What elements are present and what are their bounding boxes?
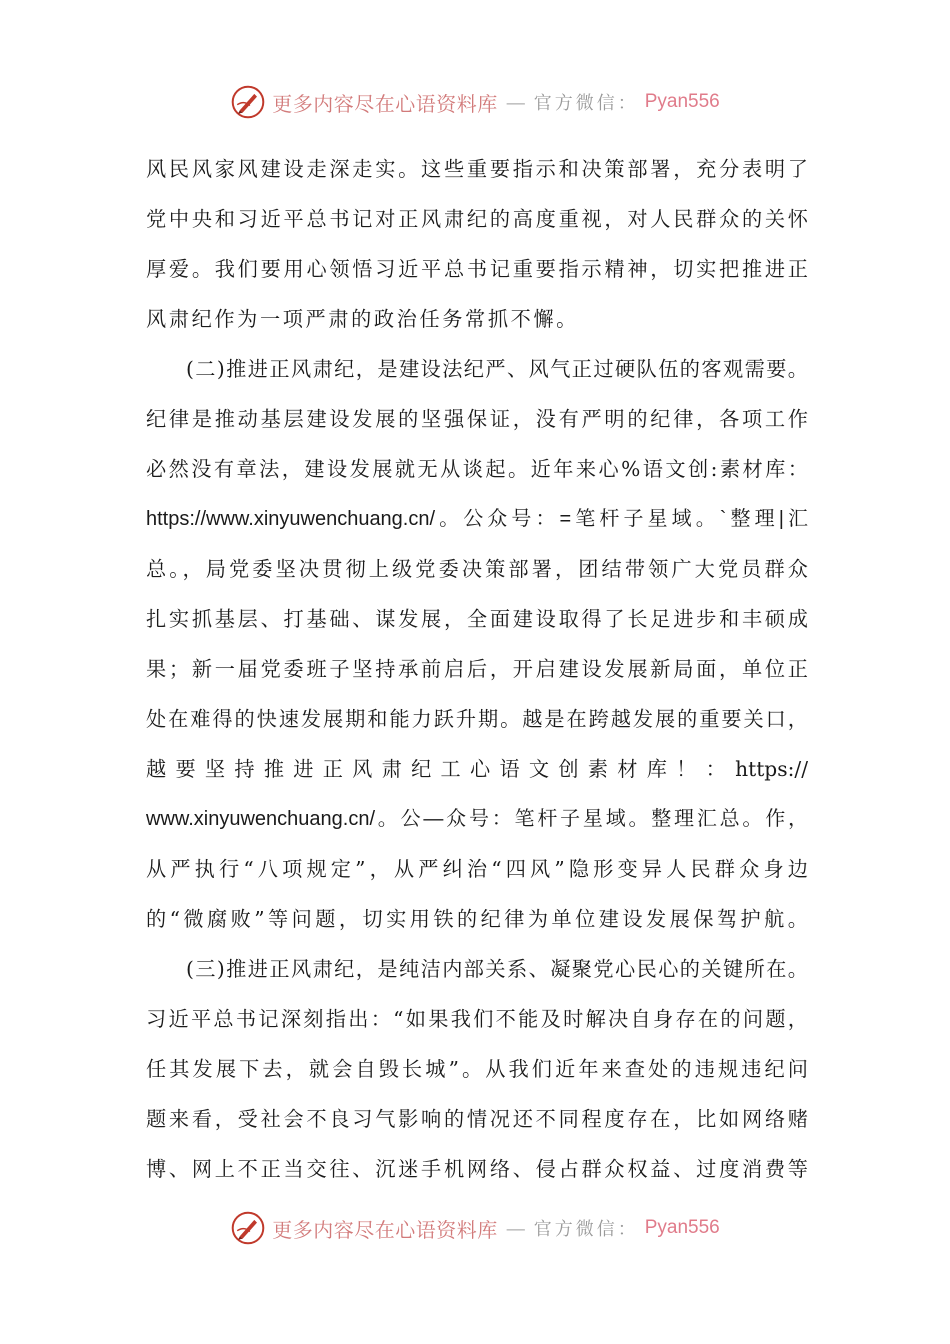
text-line: 习近平总书记深刻指出：“如果我们不能及时解决自身存在的问题， xyxy=(146,1007,808,1031)
text-line: 纪律是推动基层建设发展的坚强保证，没有严明的纪律，各项工作 xyxy=(146,407,808,431)
text-line: 题来看，受社会不良习气影响的情况还不同程度存在，比如网络赌 xyxy=(146,1107,808,1131)
text-line: 越要坚持推进正风肃纪工心语文创素材库！：https:// xyxy=(146,757,808,781)
pen-logo-icon xyxy=(230,84,266,120)
text-line: 从严执行“八项规定”，从严纠治“四风”隐形变异人民群众身边 xyxy=(146,857,808,881)
banner-title: 更多内容尽在心语资料库 xyxy=(272,1217,498,1242)
text-line-url: www.xinyuwenchuang.cn/。公—众号：笔杆子星域。整理汇总。作， xyxy=(146,808,808,830)
banner-separator: — xyxy=(505,1216,526,1240)
banner-wechat-id: Pyan556 xyxy=(644,91,720,112)
text-line: (二)推进正风肃纪，是建设法纪严、风气正过硬队伍的客观需要。 xyxy=(186,357,808,381)
text-line: 厚爱。我们要用心领悟习近平总书记重要指示精神，切实把推进正 xyxy=(146,257,808,281)
text-line: 风民风家风建设走深走实。这些重要指示和决策部署，充分表明了 xyxy=(146,157,808,181)
text-line: 果；新一届党委班子坚持承前启后，开启建设发展新局面，单位正 xyxy=(146,657,808,681)
document-body xyxy=(146,144,808,1194)
text-line: 扎实抓基层、打基础、谋发展，全面建设取得了长足进步和丰硕成 xyxy=(146,607,808,631)
pen-logo-icon xyxy=(230,1210,266,1246)
text-line: 处在难得的快速发展期和能力跃升期。越是在跨越发展的重要关口， xyxy=(146,707,808,731)
banner-wechat-label: 官方微信： xyxy=(533,1219,639,1240)
banner-title: 更多内容尽在心语资料库 xyxy=(272,91,498,116)
text-line: 任其发展下去，就会自毁长城”。从我们近年来查处的违规违纪问 xyxy=(146,1057,808,1081)
banner-wechat-label: 官方微信： xyxy=(533,93,639,114)
text-line: 总。，局党委坚决贯彻上级党委决策部署，团结带领广大党员群众 xyxy=(146,557,808,581)
text-line: (三)推进正风肃纪，是纯洁内部关系、凝聚党心民心的关键所在。 xyxy=(186,957,808,981)
text-line: 的“微腐败”等问题，切实用铁的纪律为单位建设发展保驾护航。 xyxy=(146,907,808,931)
banner-separator: — xyxy=(505,90,526,114)
text-line: 风肃纪作为一项严肃的政治任务常抓不懈。 xyxy=(146,307,579,331)
text-line-url: https://www.xinyuwenchuang.cn/。公众号：=笔杆子星域。`整理|汇 xyxy=(146,508,808,530)
header-banner xyxy=(0,80,950,124)
text-line: 党中央和习近平总书记对正风肃纪的高度重视，对人民群众的关怀 xyxy=(146,207,808,231)
text-line: 必然没有章法，建设发展就无从谈起。近年来心%语文创:素材库： xyxy=(146,457,808,481)
text-line: 博、网上不正当交往、沉迷手机网络、侵占群众权益、过度消费等 xyxy=(146,1157,808,1181)
footer-banner xyxy=(0,1206,950,1250)
banner-wechat-id: Pyan556 xyxy=(644,1217,720,1238)
